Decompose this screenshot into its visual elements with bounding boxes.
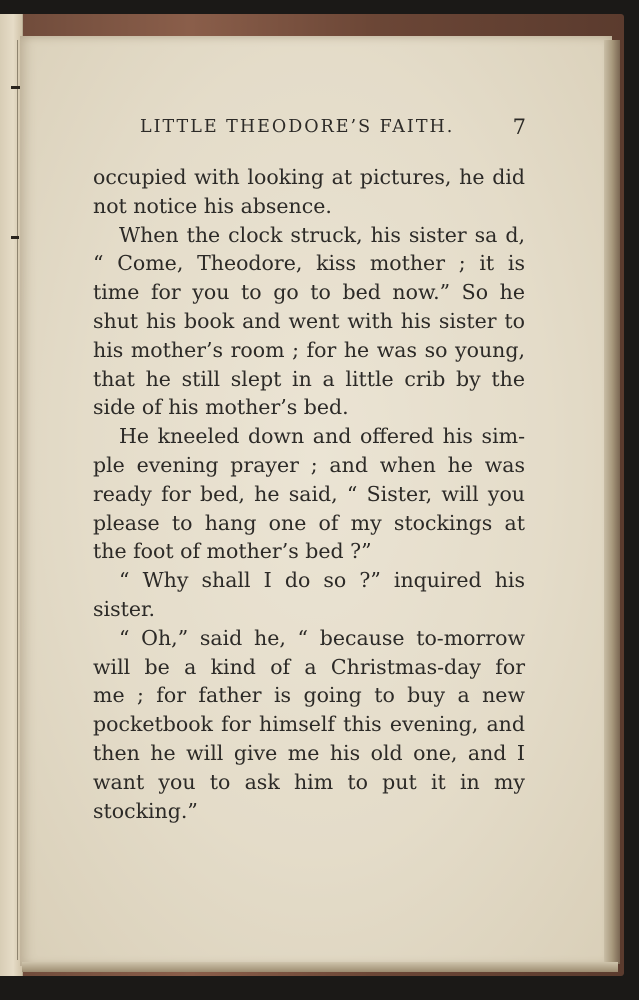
text-line: me ; for father is going to buy a new [93,683,525,708]
text-line: his mother’s room ; for he was so young, [93,337,525,362]
text-line: stocking.” [93,798,198,823]
text-line: pocketbook for himself this evening, and [93,712,525,737]
text-line: sister. [93,596,156,621]
page-block-edge [604,40,620,964]
text-line: ready for bed, he said, “ Sister, will you [93,481,525,506]
text-line: ple evening prayer ; and when he was [93,452,525,477]
text-line: not notice his absence. [93,193,332,218]
text-line: that he still slept in a little crib by the [93,366,525,391]
text-line: He kneeled down and offered his sim- [119,424,525,449]
text-line: the foot of mother’s bed ?” [93,539,372,564]
text-line: occupied with looking at pictures, he did [93,165,525,189]
text-line: want you to ask him to put it in my [93,769,525,794]
running-title: LITTLE THEODORE’S FAITH. [140,117,455,137]
page-number: 7 [512,115,526,139]
text-line: time for you to go to bed now.” So he [93,280,525,305]
gutter-line [17,40,18,960]
page-header [140,117,530,147]
text-line: “ Come, Theodore, kiss mother ; it is [93,251,525,276]
body-text [93,163,525,825]
text-line: “ Oh,” said he, “ because to-morrow [119,625,525,650]
text-line: shut his book and went with his sister to [93,308,525,333]
text-line: side of his mother’s bed. [93,395,349,420]
text-line: When the clock struck, his sister sa d, [119,222,525,247]
page-block-bottom [22,962,618,972]
text-line: then he will give me his old one, and I [93,740,525,765]
binding-stitch [11,236,19,239]
text-line: “ Why shall I do so ?” inquired his [119,568,525,593]
text-line: will be a kind of a Christmas-day for [93,654,525,679]
text-line: please to hang one of my stockings at [93,510,525,535]
